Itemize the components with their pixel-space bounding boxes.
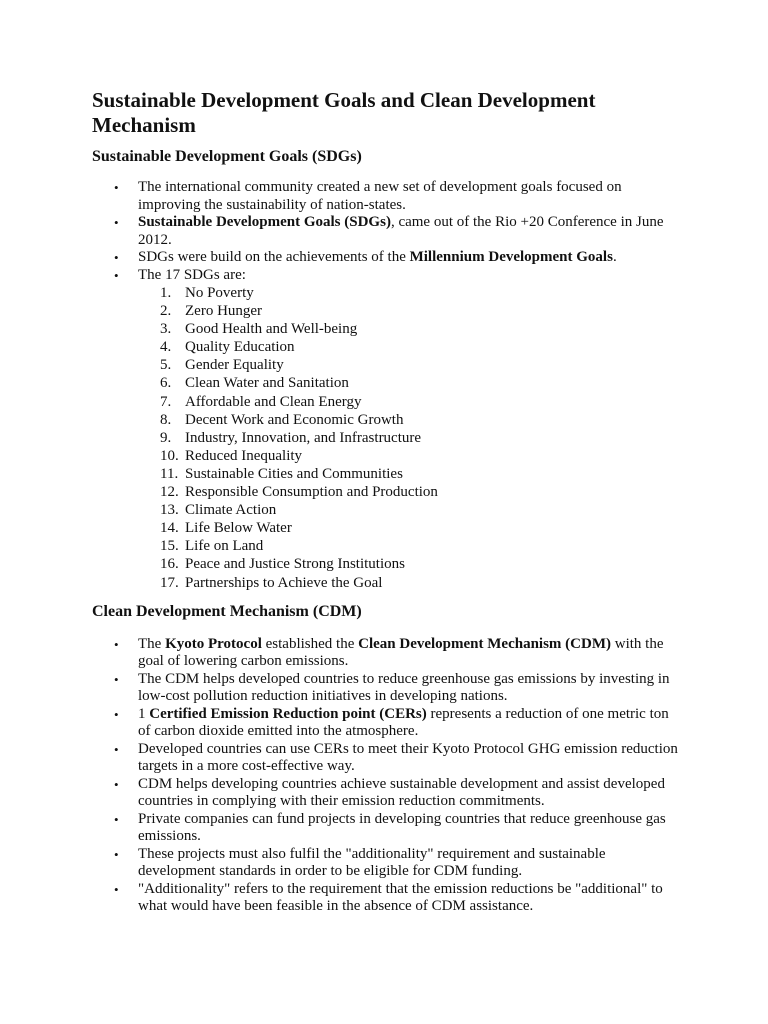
bullet-text: "Additionality" refers to the requirement that the emission reductions be "additional" to what would have been feasible in the absence of CDM assistance. (138, 880, 663, 915)
bullet-icon: • (114, 180, 119, 195)
goal-item (138, 356, 682, 374)
goal-label: Quality Education (185, 339, 295, 356)
goal-item (138, 284, 682, 302)
goal-item (138, 302, 682, 320)
goal-item (138, 411, 682, 429)
goal-number: 9. (160, 429, 172, 446)
goal-number: 7. (160, 393, 172, 410)
list-item (92, 249, 682, 267)
goal-item (138, 501, 682, 519)
goal-number: 14. (160, 520, 179, 537)
list-item (92, 267, 682, 592)
bullet-icon: • (114, 846, 119, 862)
bullet-text: SDGs were build on the achievements of the (138, 249, 410, 265)
list-item (92, 671, 682, 706)
cdm-bullet-list (92, 636, 682, 916)
document-title: Sustainable Development Goals and Clean Development Mechanism (92, 88, 596, 137)
goal-label: Affordable and Clean Energy (185, 393, 362, 410)
goal-label: No Poverty (185, 285, 254, 301)
goal-label: Good Health and Well-being (185, 321, 358, 338)
bold-term: Certified Emission Reduction point (CERs) (149, 705, 427, 722)
goal-label: Decent Work and Economic Growth (185, 411, 404, 428)
goal-number: 15. (160, 538, 179, 555)
list-item (92, 881, 682, 916)
document-page (92, 88, 682, 916)
bullet-text: Private companies can fund projects in developing countries that reduce greenhouse gas emissions. (138, 810, 666, 845)
bullet-text: The CDM helps developed countries to reduce greenhouse gas emissions by investing in low-cost pollution reduction initiatives in developing nations. (138, 670, 670, 705)
list-item (92, 214, 682, 249)
bold-term: Clean Development Mechanism (CDM) (358, 635, 611, 652)
goal-item (138, 393, 682, 411)
goal-number: 12. (160, 484, 179, 501)
goal-number: 16. (160, 556, 179, 573)
goal-number: 8. (160, 411, 172, 428)
cdm-section-heading: Clean Development Mechanism (CDM) (92, 602, 362, 620)
goal-label: Clean Water and Sanitation (185, 375, 349, 392)
bullet-icon: • (114, 881, 119, 897)
goal-number: 5. (160, 357, 172, 374)
bullet-icon: • (114, 706, 119, 722)
bullet-text: represents a reduction of one metric ton of carbon dioxide emitted into the atmosphere. (138, 705, 669, 740)
goal-number: 2. (160, 303, 172, 320)
bullet-text: The 17 SDGs are: (138, 266, 246, 283)
goal-label: Gender Equality (185, 357, 284, 374)
goal-item (138, 338, 682, 356)
bullet-text: established the (261, 635, 359, 652)
goal-item (138, 465, 682, 483)
bold-term: Millennium Development Goals (409, 249, 613, 265)
goal-label: Partnerships to Achieve the Goal (185, 574, 383, 591)
bullet-icon: • (114, 811, 119, 827)
goal-label: Life on Land (185, 538, 264, 555)
goal-item (138, 519, 682, 537)
goal-item (138, 374, 682, 392)
list-item (92, 776, 682, 811)
bullet-text: , came out of the Rio +20 Conference in June 2012. (138, 214, 664, 248)
goal-number: 17. (160, 574, 179, 591)
bullet-text: with the goal of lowering carbon emissions. (138, 635, 664, 670)
bullet-text: . (612, 249, 617, 265)
goal-item (138, 320, 682, 338)
bullet-text: Developed countries can use CERs to meet their Kyoto Protocol GHG emission reduction targets in a more cost-effective way. (138, 740, 678, 775)
goal-label: Sustainable Cities and Communities (185, 465, 403, 482)
list-item (92, 846, 682, 881)
goal-number: 6. (160, 375, 172, 392)
bullet-text: The international community created a new set of development goals focused on improving the sustainability of nation-states. (138, 179, 622, 213)
list-item (92, 706, 682, 741)
goal-label: Industry, Innovation, and Infrastructure (185, 429, 422, 446)
bullet-text: CDM helps developing countries achieve sustainable development and assist developed countries in complying with their emission reduction commitments. (138, 775, 665, 810)
bullet-text: 1 (138, 705, 150, 722)
goal-label: Zero Hunger (185, 303, 263, 320)
bullet-text: These projects must also fulfil the "additionality" requirement and sustainable development standards in order to be eligible for CDM funding. (138, 845, 606, 880)
bullet-text: The (138, 635, 166, 652)
goal-item (138, 537, 682, 555)
bullet-icon: • (114, 741, 119, 757)
sdg-section-heading: Sustainable Development Goals (SDGs) (92, 148, 362, 165)
goal-item (138, 483, 682, 501)
goal-number: 3. (160, 321, 172, 338)
goal-label: Climate Action (185, 502, 277, 519)
goal-number: 13. (160, 502, 179, 519)
goal-number: 1. (160, 285, 172, 301)
goal-item (138, 574, 682, 592)
sdg-bullet-list (92, 179, 682, 592)
goal-item (138, 429, 682, 447)
list-item (92, 636, 682, 671)
goal-label: Life Below Water (185, 520, 292, 537)
list-item (92, 179, 682, 214)
list-item (92, 811, 682, 846)
goal-number: 4. (160, 339, 172, 356)
bold-term: Sustainable Development Goals (SDGs) (138, 214, 391, 230)
bullet-icon: • (114, 636, 119, 652)
sdg-goals-list (138, 284, 682, 592)
bullet-icon: • (114, 671, 119, 687)
goal-label: Peace and Justice Strong Institutions (185, 556, 405, 573)
bullet-icon: • (114, 250, 119, 265)
bullet-icon: • (114, 776, 119, 792)
bold-term: Kyoto Protocol (165, 635, 262, 652)
goal-label: Responsible Consumption and Production (185, 484, 438, 501)
bullet-icon: • (114, 267, 119, 283)
goal-number: 10. (160, 447, 179, 464)
goal-item (138, 447, 682, 465)
goal-label: Reduced Inequality (185, 447, 303, 464)
bullet-icon: • (114, 215, 119, 230)
goal-item (138, 555, 682, 573)
list-item (92, 741, 682, 776)
goal-number: 11. (160, 465, 179, 482)
